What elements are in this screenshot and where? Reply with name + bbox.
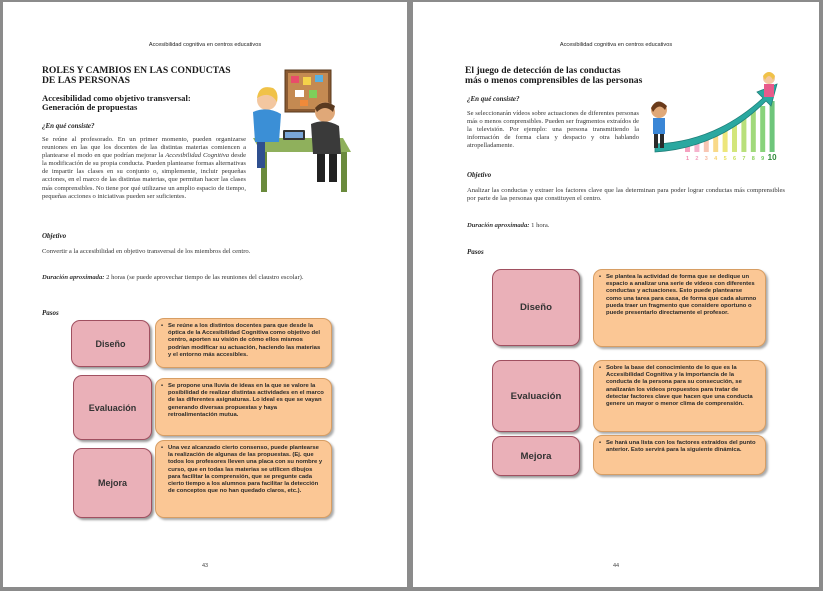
consiste-text: Se reúne al profesorado. En un primer momento, pueden organizarse reuniones en las que los docentes de las distintas materias comiencen a plantearse el modo en que podrían mejorar la Accesibilidad Cognitiva desde la modificación de su propia conducta. Pueden plantearse formas alternativas de impartir las clases en su conjunto o, simplemente, incluir pequeñas acciones, en el marco de las distintas materias, que permitan hacer las clases más comprensibles. No tiene por qué utilizarse un amplio espacio de tiempo, pequeñas acciones o iniciativas pueden ser suficientes. (42, 136, 247, 200)
section-title: El juego de detección de las conductas más o menos comprensibles de las personas (465, 65, 643, 86)
running-header: Accesibilidad cognitiva en centros educativos (559, 42, 673, 48)
objetivo-text: Convertir a la accesibilidad en objetivo transversal de los miembros del centro. (42, 248, 251, 255)
consiste-text: Se seleccionarán vídeos sobre actuaciones de diferentes personas más o menos comprensibles. Pueden ser fragmentos extraídos de la televisión. Por ejemplo: una persona transmitiendo la información de forma clara y despacio y otra hablando atropelladamente. (467, 110, 639, 150)
progress-number: 1 (685, 156, 690, 162)
progress-bar (751, 111, 756, 152)
step-text-diseno: • Se reúne a los distintos docentes para que desde la óptica de la Accesibilidad Cognitiva como objetivo del centro, aporten su visión de cómo ellos mismos podrían modificar su actuación, haciendo las materias y el entorno más accesibles. (155, 318, 332, 368)
left-page (3, 2, 407, 587)
step-label-mejora: Mejora (73, 448, 152, 518)
step-text-mejora: • Una vez alcanzado cierto consenso, puede plantearse la realización de algunas de las propuestas. (Ej. que todos los profesores lleven una placa con su nombre y curso, que en todas las materias se utilicen dibujos para facilitar la comprensión, que se pregunte cada cierto tiempo a los alumnos para facilitar la detección de conceptos que no han quedado claros, etc.). (155, 440, 332, 518)
progress-number: 2 (695, 156, 699, 162)
step-label-diseno: Diseño (71, 320, 150, 367)
progress-bar (770, 101, 775, 152)
progress-number: 7 (742, 156, 746, 162)
section-subtitle: Accesibilidad como objetivo transversal: Generación de propuestas (42, 93, 191, 112)
step-text-mejora: • Se hará una lista con los factores extraídos del punto anterior. Esto servirá para la siguiente dinámica. (593, 435, 766, 475)
running-header: Accesibilidad cognitiva en centros educativos (148, 42, 262, 48)
progress-number: 4 (714, 156, 718, 162)
objetivo-heading: Objetivo (42, 232, 67, 240)
page-number: 43 (201, 563, 209, 569)
step-label-diseno: Diseño (492, 269, 580, 346)
objetivo-text: Analizar las conductas y extraer los factores clave que las determinan para poder lograr conductas más comprensibles por parte de las personas que constituyen el centro. (467, 187, 785, 203)
step-text-evaluacion: • Se propone una lluvia de ideas en la que se valore la posibilidad de realizar distintas actividades en el marco de las diferentes asignaturas. Lo ideal es que se vayan generando diversas propuestas y haya retroalimentación mutua. (155, 378, 332, 436)
consiste-heading: ¿En qué consiste? (467, 95, 520, 103)
progress-number: 9 (761, 156, 765, 162)
step-label-evaluacion: Evaluación (73, 375, 152, 440)
section-title: ROLES Y CAMBIOS EN LAS CONDUCTAS DE LAS PERSONAS (42, 65, 231, 86)
pasos-heading: Pasos (42, 309, 59, 317)
duracion-text: Duración aproximada: 1 hora. (467, 222, 550, 229)
teachers-meeting-illustration (243, 68, 355, 196)
right-page (413, 2, 819, 587)
progress-number: 10 (767, 153, 777, 162)
progress-number: 3 (704, 156, 708, 162)
progress-arrow-illustration (645, 68, 785, 162)
progress-number: 5 (723, 156, 727, 162)
page-number: 44 (612, 563, 620, 569)
consiste-heading: ¿En qué consiste? (42, 122, 95, 130)
progress-bar (760, 106, 765, 152)
pasos-heading: Pasos (467, 248, 484, 256)
progress-number: 6 (732, 156, 737, 162)
duracion-text: Duración aproximada: 2 horas (se puede aprovechar tiempo de las reuniones del claustro escolar). (42, 274, 304, 281)
step-text-diseno: • Se plantea la actividad de forma que se dedique un espacio a analizar una serie de vídeos con diferentes conductas y actuaciones. Esto puede plantearse como una tarea para casa, de forma que cada alumno pueda traer un fragmento que considere oportuno o puede presentarlo directamente el profesor. (593, 269, 766, 347)
step-text-evaluacion: • Sobre la base del conocimiento de lo que es la Accesibilidad Cognitiva y la importancia de la conducta de la persona para su consecución, se analizarán los vídeos propuestos para tratar de detectar factores clave que hacen que una conducta genere un mayor o menor clima de comprensión. (593, 360, 766, 432)
step-label-evaluacion: Evaluación (492, 360, 580, 432)
progress-number: 8 (751, 156, 755, 162)
objetivo-heading: Objetivo (467, 171, 492, 179)
step-label-mejora: Mejora (492, 436, 580, 476)
